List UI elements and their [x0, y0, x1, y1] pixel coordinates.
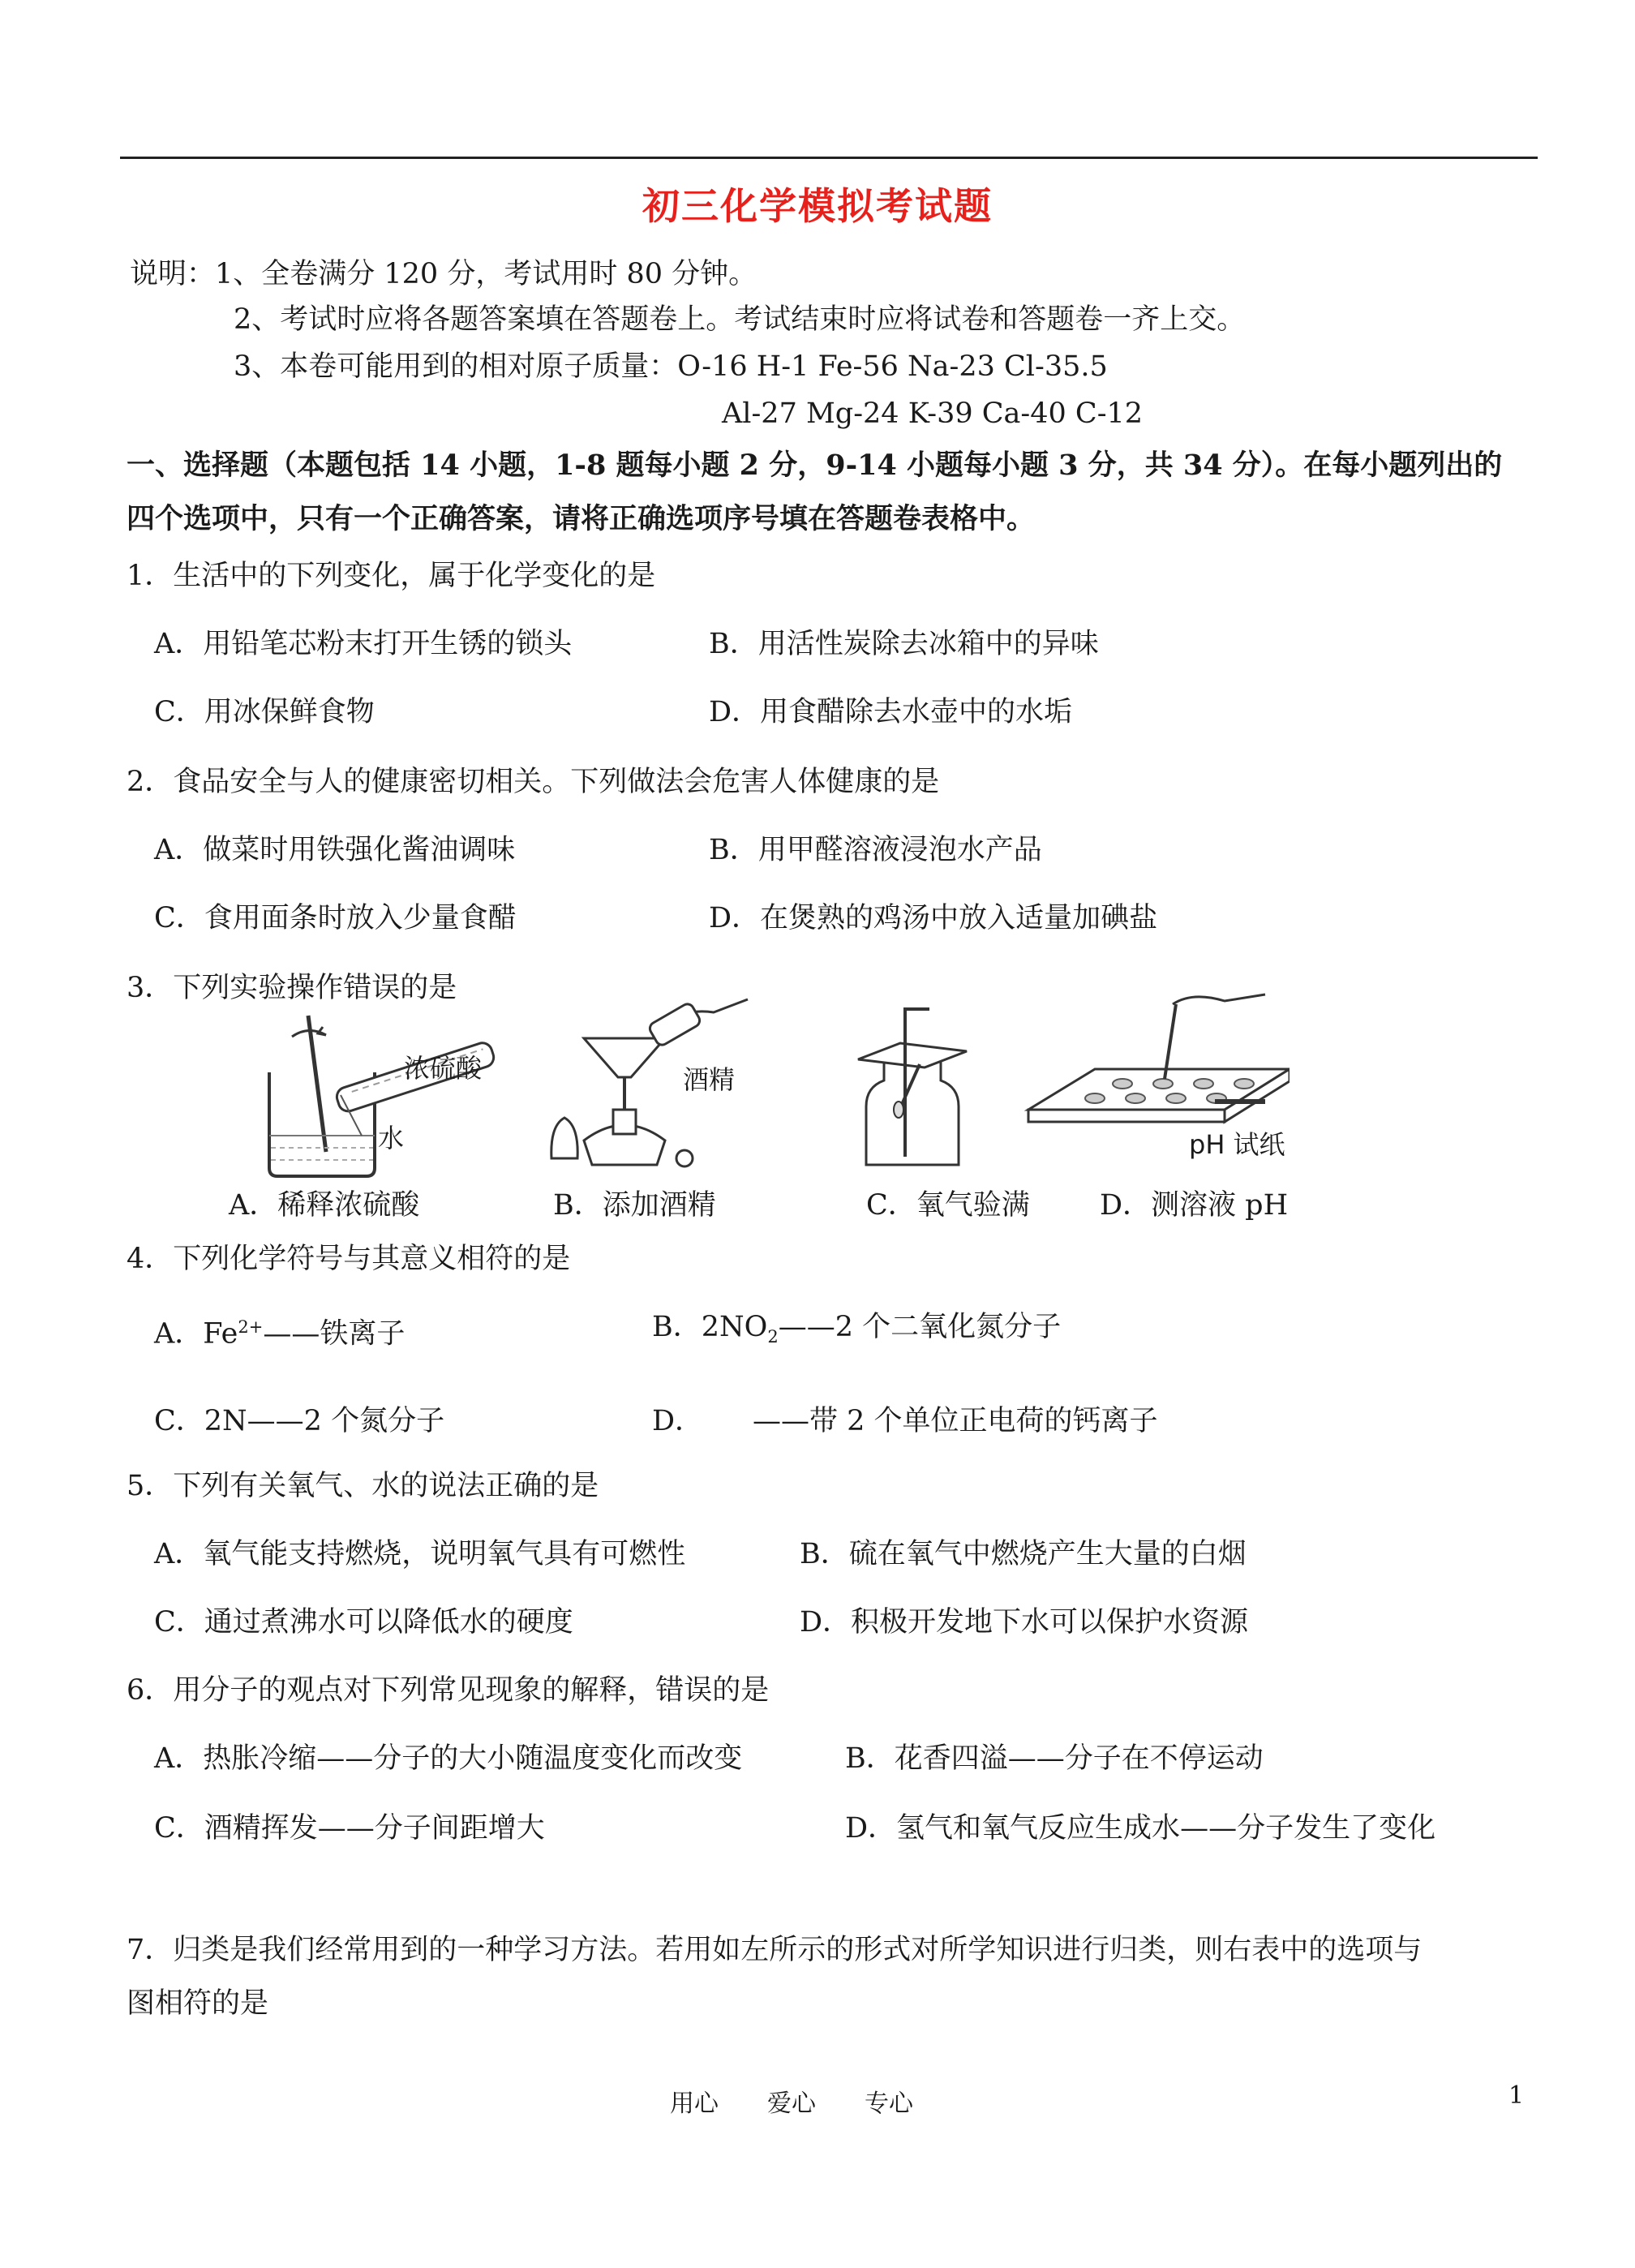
q2-stem: 2．食品安全与人的健康密切相关。下列做法会危害人体健康的是 [127, 766, 940, 798]
q7-line-1: 7．归类是我们经常用到的一种学习方法。若用如左所示的形式对所学知识进行归类，则右表中的选项与 [127, 1934, 1423, 1966]
q4-option-d-text: ——带 2 个单位正电荷的钙离子 [753, 1405, 1158, 1437]
note-line-2: 2、考试时应将各题答案填在答题卷上。考试结束时应将试卷和答题卷一齐上交。 [234, 303, 1246, 336]
header-rule [120, 157, 1538, 159]
q6-option-b: B．花香四溢——分子在不停运动 [845, 1742, 1264, 1775]
section-1-line-2: 四个选项中，只有一个正确答案，请将正确选项序号填在答题卷表格中。 [127, 502, 1036, 535]
section-1-line-1: 一、选择题（本题包括 14 小题，1-8 题每小题 2 分，9-14 小题每小题 3 分，共 34 分）。在每小题列出的 [127, 449, 1503, 482]
q2-option-d: D．在煲熟的鸡汤中放入适量加碘盐 [709, 902, 1158, 934]
q1-stem: 1．生活中的下列变化，属于化学变化的是 [127, 560, 656, 592]
q5-option-b: B．硫在氧气中燃烧产生大量的白烟 [800, 1538, 1247, 1570]
note-line-4: Al-27 Mg-24 K-39 Ca-40 C-12 [722, 397, 1144, 430]
q4-option-b: B．$2NO_2——2$ 个二氧化氮分子 [652, 1311, 1062, 1347]
q5-stem: 5．下列有关氧气、水的说法正确的是 [127, 1470, 599, 1502]
q6-stem: 6．用分子的观点对下列常见现象的解释，错误的是 [127, 1674, 770, 1707]
q4-stem: 4．下列化学符号与其意义相符的是 [127, 1243, 571, 1275]
figure-a-label-water: 水 [378, 1123, 405, 1153]
q1-option-d: D．用食醋除去水壶中的水垢 [709, 696, 1073, 728]
q6-option-d: D．氢气和氧气反应生成水——分子发生了变化 [845, 1812, 1436, 1845]
q3-option-c: C．氧气验满 [866, 1189, 1030, 1222]
q5-option-d: D．积极开发地下水可以保护水资源 [800, 1606, 1249, 1639]
q6-option-c: C．酒精挥发——分子间距增大 [154, 1812, 545, 1845]
q3-option-b: B．添加酒精 [553, 1189, 716, 1222]
q2-option-b: B．用甲醛溶液浸泡水产品 [709, 834, 1042, 866]
q1-option-a: A．用铅笔芯粉末打开生锈的锁头 [154, 628, 573, 660]
exam-title: 初三化学模拟考试题 [642, 184, 993, 228]
page-number: 1 [1508, 2081, 1525, 2110]
q2-option-c: C．食用面条时放入少量食醋 [154, 902, 517, 934]
page-footer: 用心 爱心 专心 [670, 2090, 913, 2118]
figure-dilute-acid [260, 1014, 503, 1184]
note-line-3: 3、本卷可能用到的相对原子质量：O-16 H-1 Fe-56 Na-23 Cl-35.5 [234, 350, 1108, 383]
q3-stem: 3．下列实验操作错误的是 [127, 972, 457, 1004]
q4-option-c: C．2N——2 个氮分子 [154, 1405, 445, 1437]
q4-option-a: A．$Fe^{2+}——$铁离子 [154, 1317, 406, 1351]
figure-d-label-ph-paper: pH 试纸 [1189, 1129, 1285, 1160]
q7-line-2: 图相符的是 [127, 1987, 269, 2020]
q1-option-b: B．用活性炭除去冰箱中的异味 [709, 628, 1099, 660]
figure-a-label-acid: 浓硫酸 [404, 1053, 483, 1084]
q1-option-c: C．用冰保鲜食物 [154, 696, 375, 728]
q2-option-a: A．做菜时用铁强化酱油调味 [154, 834, 516, 866]
note-line-1: 说明：1、全卷满分 120 分，考试用时 80 分钟。 [130, 258, 757, 290]
figure-b-label-alcohol: 酒精 [683, 1064, 736, 1095]
q6-option-a: A．热胀冷缩——分子的大小随温度变化而改变 [154, 1742, 743, 1775]
q3-option-d: D．测溶液 pH [1100, 1189, 1289, 1222]
q3-option-a: A．稀释浓硫酸 [229, 1189, 420, 1222]
q5-option-c: C．通过煮沸水可以降低水的硬度 [154, 1606, 573, 1639]
q5-option-a: A．氧气能支持燃烧，说明氧气具有可燃性 [154, 1538, 686, 1570]
q4-option-d-label: D． [652, 1405, 704, 1437]
figure-oxygen-check [852, 1003, 973, 1173]
